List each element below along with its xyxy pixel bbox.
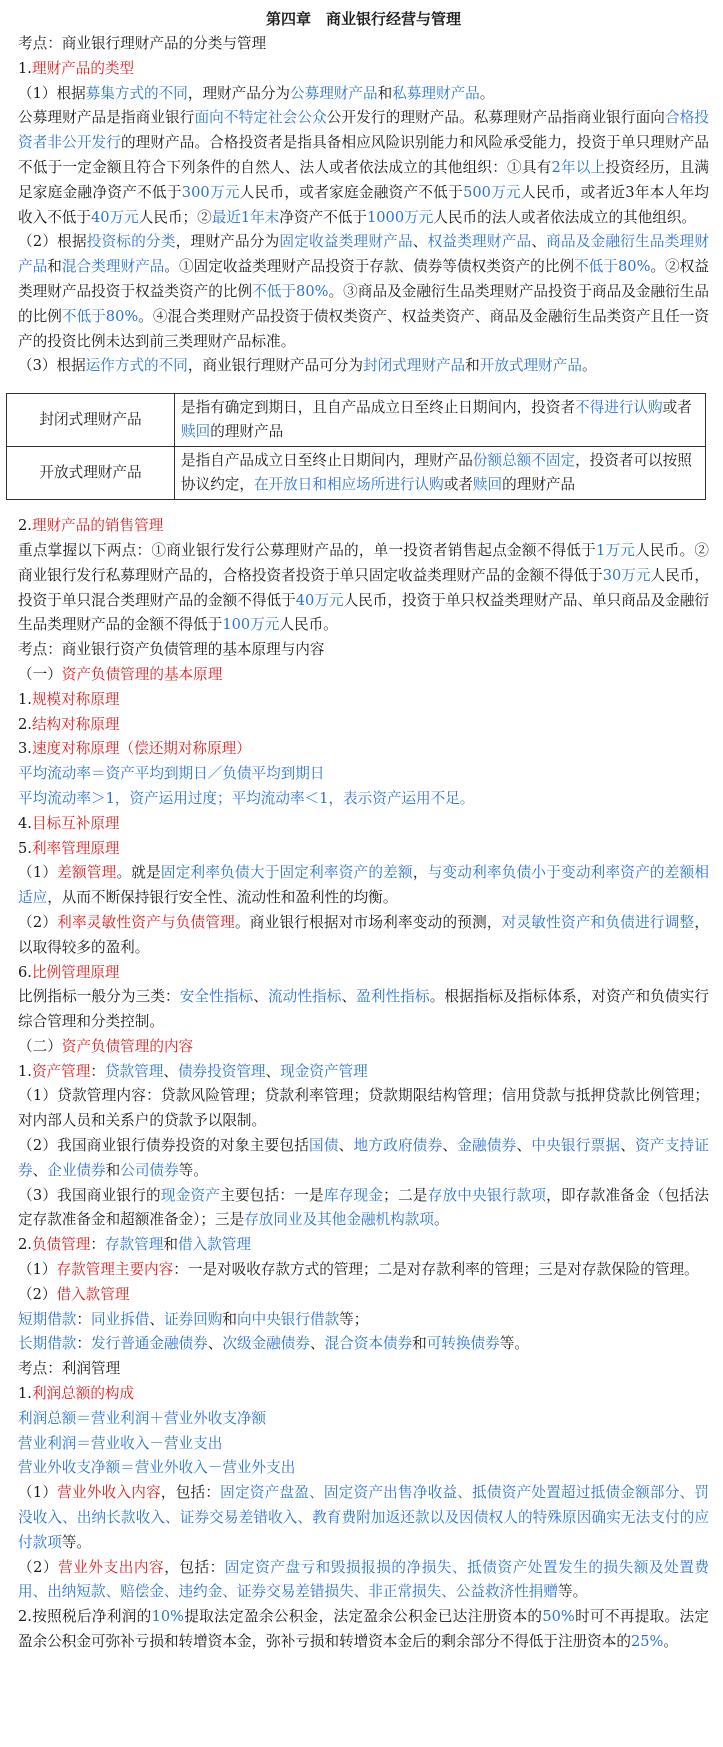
highlighted-text: 在开放日和相应场所进行认购 (253, 476, 444, 494)
highlighted-text: 混合资本债券 (324, 1335, 413, 1353)
highlighted-text: 投资标的分类 (86, 233, 176, 251)
body-text: 等； (339, 1310, 369, 1328)
body-text: 、 (531, 233, 547, 251)
body-text: 人民币的法人或者依法成立的其他组织。 (433, 208, 697, 226)
body-text: 人民币；② (138, 208, 212, 226)
highlighted-text: 商品及金融衍生品类理财产品 (18, 233, 709, 276)
section-remaining-notes (18, 514, 709, 1655)
highlighted-text: 不得进行认购 (575, 399, 663, 417)
body-text: 等。 (178, 1161, 208, 1179)
body-text: 的理财产品 (210, 423, 284, 441)
body-text: 5. (18, 839, 32, 857)
highlighted-text: 权益类理财产品 (427, 233, 532, 251)
body-text: （2）我国商业银行债券投资的对象主要包括 (18, 1137, 310, 1155)
red-heading-text: 差额管理 (57, 864, 117, 882)
body-text: 6. (18, 963, 32, 981)
red-heading-text: 规模对称原理 (31, 690, 120, 708)
paragraph (18, 514, 709, 539)
paragraph (18, 1481, 709, 1555)
body-text: ，以取得较多的盈利。 (18, 913, 709, 956)
paragraph (18, 539, 709, 638)
highlighted-text: 100万元 (222, 616, 280, 634)
body-text: （1） (18, 864, 58, 882)
body-text: 、 (338, 1137, 354, 1155)
highlighted-text: 营业外收支净额＝营业外收入－营业外支出 (18, 1459, 296, 1477)
body-text: （2） (18, 1558, 59, 1576)
highlighted-text: 证券回购 (164, 1310, 223, 1328)
product-description-cell (175, 447, 706, 500)
body-text: （1）贷款管理内容：贷款风险管理；贷款利率管理；贷款期限结构管理；信用贷款与抵押贷款比例管理；对内部人员和关系户的贷款予以限制。 (18, 1087, 709, 1130)
paragraph (18, 1035, 709, 1060)
body-text: 。商业银行根据对市场利率变动的预测， (234, 913, 502, 931)
paragraph (18, 1233, 709, 1258)
highlighted-text: 开放式理财产品 (479, 357, 582, 375)
paragraph (18, 32, 709, 57)
paragraph (18, 1134, 709, 1184)
body-text: 主要包括：一是 (220, 1186, 324, 1204)
highlighted-text: 份额总额不固定 (472, 452, 576, 470)
highlighted-text: 债券投资管理 (177, 1062, 266, 1080)
highlighted-text: 不低于80% (61, 307, 139, 325)
body-text: 。③商品及金融衍生品类理财产品投资于商品及金融衍生品的比例 (18, 282, 709, 325)
body-text: 、 (412, 233, 428, 251)
body-text: 重点掌握以下两点：①商业银行发行公募理财产品的，单一投资者销售起点金额不得低于 (18, 541, 596, 559)
body-text: 、 (620, 1137, 636, 1155)
body-text: 公开发行的理财产品。私募理财产品指商业银行面向 (326, 109, 665, 127)
body-text: 。②权益类理财产品投资于权益类资产的比例 (18, 258, 709, 300)
body-text: ， (412, 864, 428, 882)
body-text: ，商业银行理财产品可分为 (187, 357, 363, 375)
body-text: 、 (341, 988, 357, 1006)
body-text: 和 (105, 1161, 121, 1179)
paragraph (18, 861, 709, 911)
highlighted-text: 存放同业及其他金融机构款项 (244, 1211, 434, 1229)
red-heading-text: 结构对称原理 (31, 715, 120, 733)
body-text: 、 (516, 1137, 532, 1155)
body-text: ： (76, 1310, 91, 1328)
body-text: 。 (479, 84, 495, 102)
red-heading-text: 比例管理原理 (31, 963, 120, 981)
body-text: 2. (18, 517, 32, 535)
body-text: 。就是 (116, 864, 161, 882)
body-text: （2） (18, 913, 58, 931)
body-text: 和 (412, 1335, 427, 1353)
highlighted-text: 次级金融债券 (222, 1335, 310, 1353)
body-text: 4. (18, 814, 32, 832)
highlighted-text: 40万元 (295, 591, 344, 609)
body-text: ，理财产品分为 (175, 233, 280, 251)
highlighted-text: 固定资产盘盈、固定资产出售净收益、抵债资产处置超过抵债金额部分、罚没收入、出纳长款收入、证券交易差错收入、教育费附加返还款以及因债权人的特殊原因确实无法支付的应付款项 (18, 1484, 709, 1551)
paragraph (18, 985, 709, 1035)
body-text: 1. (18, 59, 32, 77)
paragraph (18, 106, 709, 230)
paragraph (18, 82, 709, 107)
paragraph (18, 1084, 709, 1134)
highlighted-text: 可转换债券 (426, 1335, 500, 1353)
paragraph (18, 911, 709, 961)
body-text: （1） (18, 1261, 57, 1279)
highlighted-text: 地方政府债券 (353, 1137, 443, 1155)
body-text: 和 (163, 1236, 178, 1254)
body-text: （2）根据 (18, 233, 87, 251)
body-text: 、 (265, 1062, 281, 1080)
body-text: 。 (433, 1211, 449, 1229)
highlighted-text: 40万元 (90, 208, 139, 226)
product-name-cell: 封闭式理财产品 (7, 394, 175, 447)
body-text: 。①固定收益类理财产品投资于存款、债券等债权类资产的比例 (164, 258, 575, 276)
body-text: （2） (18, 1285, 57, 1303)
highlighted-text: 1000万元 (366, 208, 434, 226)
paragraph (18, 1283, 709, 1308)
body-text: 1. (18, 1385, 32, 1403)
highlighted-text: 中央银行票据 (531, 1137, 621, 1155)
body-text: 和 (47, 258, 62, 276)
body-text: 、 (32, 1161, 48, 1179)
highlighted-text: 300万元 (181, 183, 240, 201)
paragraph (18, 1605, 709, 1655)
highlighted-text: 与变动利率负债小于变动利率资产的差额相适应 (18, 864, 709, 907)
highlighted-text: 现金资产 (160, 1186, 221, 1204)
highlighted-text: 对灵敏性资产和负债进行调整 (501, 913, 695, 931)
body-text: 、 (253, 988, 268, 1006)
paragraph (18, 57, 709, 82)
highlighted-text: 盈利性指标 (356, 988, 430, 1006)
body-text: ： (90, 1236, 105, 1254)
table-row (7, 394, 706, 447)
red-heading-text: 理财产品的类型 (31, 59, 135, 77)
paragraph (18, 762, 709, 787)
highlighted-text: 30万元 (602, 566, 651, 584)
paragraph (18, 1308, 709, 1333)
body-text: 投资经历，且满足家庭金融净资产不低于 (18, 158, 709, 201)
paragraph (18, 1332, 709, 1357)
body-text: 净资产不低于 (279, 208, 367, 226)
highlighted-text: 面向不特定社会公众 (194, 109, 327, 127)
paragraph (18, 713, 709, 738)
body-text: 、 (163, 1062, 178, 1080)
highlighted-text: 最近1年末 (211, 208, 280, 226)
highlighted-text: 安全性指标 (179, 988, 254, 1006)
highlighted-text: 2年以上 (551, 158, 606, 176)
highlighted-text: 金融债券 (457, 1137, 517, 1155)
body-text: 和 (222, 1310, 237, 1328)
body-text: 等。 (557, 1583, 588, 1601)
body-text: （1）根据 (18, 84, 86, 102)
highlighted-text: 赎回 (472, 476, 503, 494)
paragraph (18, 737, 709, 762)
body-text: 的理财产品 (502, 476, 576, 494)
highlighted-text: 国债 (309, 1137, 339, 1155)
body-text: 、 (149, 1310, 164, 1328)
highlighted-text: 固定收益类理财产品 (279, 233, 413, 251)
highlighted-text: 募集方式的不同 (85, 84, 188, 102)
red-heading-text: 利率灵敏性资产与负债管理 (57, 913, 235, 931)
paragraph (18, 1407, 709, 1432)
body-text: 等。 (61, 1533, 91, 1551)
body-text: ： (76, 1335, 91, 1353)
body-text: 2. (18, 1236, 32, 1254)
highlighted-text: 贷款管理 (104, 1062, 164, 1080)
body-text: ：一是对吸收存款方式的管理；二是对存款利率的管理；三是对存款保险的管理。 (173, 1261, 699, 1279)
red-heading-text: 负债管理 (31, 1236, 91, 1254)
body-text: 3. (18, 740, 32, 758)
red-heading-text: 利率管理原理 (31, 839, 120, 857)
body-text: 2.按照税后净利润的 (18, 1608, 152, 1626)
paragraph (18, 812, 709, 837)
paragraph (18, 1432, 709, 1457)
body-text: 是指自产品成立日至终止日期间内，理财产品 (181, 452, 473, 470)
paragraph (18, 663, 709, 688)
body-text: 人民币，投资于单只混合类理财产品的金额不得低于 (18, 566, 709, 609)
highlighted-text: 1万元 (595, 541, 636, 559)
highlighted-text: 固定资产盘亏和毁损报损的净损失、抵债资产处置发生的损失额及处置费用、出纳短款、赔偿金、违约金、证券交易差错损失、非正常损失、公益救济性捐赠 (18, 1558, 709, 1601)
highlighted-text: 营业利润＝营业收入－营业支出 (18, 1434, 223, 1452)
highlighted-text: 公司债券 (120, 1161, 179, 1179)
body-text: 的理财产品。合格投资者是指具备相应风险识别能力和风险承受能力，投资于单只理财产品不低于一定金额且符合下列条件的自然人、法人或者依法成立的其他组织：①具有 (18, 134, 709, 176)
red-heading-text: 营业外收入内容 (57, 1484, 161, 1502)
highlighted-text: 合格投资者非公开发行 (18, 109, 709, 152)
body-text: 考点：商业银行理财产品的分类与管理 (18, 35, 267, 52)
body-text: 或者 (662, 399, 692, 417)
highlighted-text: 借入款管理 (177, 1236, 251, 1254)
paragraph (18, 961, 709, 986)
highlighted-text: 固定利率负债大于固定利率资产的差额 (160, 864, 413, 882)
body-text: 人民币，投资于单只权益类理财产品、单只商品及金融衍生品类理财产品的金额不得低于 (18, 591, 709, 634)
red-heading-text: 存款管理主要内容 (56, 1261, 174, 1279)
body-text: 2. (18, 715, 32, 733)
highlighted-text: 发行普通金融债券 (91, 1335, 208, 1353)
body-text: 考点：商业银行资产负债管理的基本原理与内容 (18, 641, 325, 659)
highlighted-text: 同业拆借 (91, 1310, 150, 1328)
body-text: 、 (442, 1137, 458, 1155)
body-text: 时可不再提取。法定盈余公积金可弥补亏损和转增资本金，弥补亏损和转增资本金后的剩余部分不得低于注册资本的 (18, 1608, 709, 1651)
body-text: ，从而不断保持银行安全性、流动性和盈利性的均衡。 (47, 889, 398, 907)
highlighted-text: 存放中央银行款项 (427, 1186, 547, 1204)
body-text: 。 (581, 357, 597, 375)
body-text: 人民币，或者家庭金融资产不低于 (239, 183, 464, 201)
product-comparison-table (6, 393, 706, 500)
body-text: 1. (18, 690, 32, 708)
red-heading-text: 资产负债管理的内容 (61, 1037, 194, 1055)
paragraph (18, 1258, 709, 1283)
highlighted-text: 向中央银行借款 (237, 1310, 340, 1328)
body-text: ，即存款准备金（包括法定存款准备金和超额准备金）；三是 (18, 1186, 709, 1229)
highlighted-text: 平均流动率＝资产平均到期日／负债平均到期日 (18, 765, 325, 783)
paragraph (18, 354, 709, 379)
highlighted-text: 50% (542, 1608, 575, 1626)
highlighted-text: 流动性指标 (267, 988, 342, 1006)
body-text: 人民币。 (279, 616, 338, 634)
highlighted-text: 赎回 (181, 423, 211, 441)
red-heading-text: 营业外支出内容 (58, 1558, 165, 1576)
red-heading-text: 目标互补原理 (31, 814, 120, 832)
red-heading-text: 资产负债管理的基本原理 (61, 665, 223, 683)
paragraph (18, 688, 709, 713)
highlighted-text: 短期借款 (18, 1310, 77, 1328)
body-text: 、 (207, 1335, 223, 1353)
body-text: 、 (309, 1335, 325, 1353)
body-text: 。④混合类理财产品投资于债权类资产、权益类资产、商品及金融衍生品类资产且任一资产的投资比例未达到前三类理财产品标准。 (18, 307, 709, 350)
body-text: 和 (377, 84, 393, 102)
paragraph (18, 1382, 709, 1407)
highlighted-text: 平均流动率＞1，资产运用过度；平均流动率＜1，表示资产运用不足。 (18, 789, 475, 807)
highlighted-text: 企业债券 (47, 1161, 106, 1179)
paragraph (18, 787, 709, 812)
highlighted-text: 不低于80% (574, 258, 651, 276)
body-text: 比例指标一般分为三类： (18, 988, 180, 1006)
highlighted-text: 公募理财产品 (290, 84, 378, 102)
body-text: 1. (18, 1062, 32, 1080)
highlighted-text: 25% (630, 1633, 664, 1651)
body-text: ；二是 (383, 1186, 428, 1204)
highlighted-text: 封闭式理财产品 (362, 357, 466, 375)
highlighted-text: 存款管理 (104, 1236, 164, 1254)
paragraph (18, 638, 709, 663)
body-text: 提取法定盈余公积金，法定盈余公积金已达注册资本的 (184, 1608, 543, 1626)
red-heading-text: 利润总额的构成 (31, 1385, 135, 1403)
red-heading-text: 速度对称原理（偿还期对称原理） (31, 740, 251, 758)
body-text: 等。 (499, 1335, 529, 1353)
highlighted-text: 运作方式的不同 (85, 357, 188, 375)
paragraph (18, 837, 709, 862)
body-text: ，包括： (160, 1484, 221, 1502)
product-name-cell: 开放式理财产品 (7, 447, 175, 500)
body-text: ，理财产品分为 (187, 84, 291, 102)
highlighted-text: 现金资产管理 (280, 1062, 368, 1080)
body-text: 考点：利润管理 (18, 1360, 121, 1378)
highlighted-text: 库存现金 (323, 1186, 384, 1204)
body-text: 。根据指标及指标体系，对资产和负债实行综合管理和分类控制。 (18, 988, 709, 1031)
paragraph (18, 1184, 709, 1234)
body-text: （1） (18, 1484, 58, 1502)
body-text: （3）根据 (18, 357, 86, 375)
body-text: 人民币。②商业银行发行私募理财产品的，合格投资者投资于单只固定收益类理财产品的金额不得低于 (18, 541, 709, 584)
paragraph (18, 1357, 709, 1382)
body-text: 。 (663, 1633, 678, 1651)
highlighted-text: 混合类理财产品 (61, 258, 165, 276)
body-text: ： (90, 1062, 105, 1080)
table-row (7, 447, 706, 500)
body-text: ，投资者可以按照协议约定， (181, 452, 692, 494)
body-text: （3）我国商业银行的 (18, 1186, 161, 1204)
highlighted-text: 私募理财产品 (392, 84, 480, 102)
body-text: 公募理财产品是指商业银行 (18, 109, 195, 127)
chapter-title: 第四章 商业银行经营与管理 (265, 10, 461, 28)
paragraph (18, 1556, 709, 1606)
paragraph (18, 230, 709, 354)
red-heading-text: 资产管理 (31, 1062, 91, 1080)
red-heading-text: 理财产品的销售管理 (31, 517, 164, 535)
body-text: （一） (18, 665, 62, 683)
product-description-cell (175, 394, 706, 447)
body-text: 人民币，或者近3年本人年均收入不低于 (18, 183, 709, 226)
highlighted-text: 不低于80% (252, 282, 329, 300)
highlighted-text: 长期借款 (18, 1335, 77, 1353)
body-text: 是指有确定到期日，且自产品成立日至终止日期间内，投资者 (181, 399, 576, 417)
body-text: ，包括： (164, 1558, 225, 1576)
highlighted-text: 10% (151, 1608, 185, 1626)
body-text: 和 (465, 357, 480, 375)
highlighted-text: 资产支持证券 (18, 1137, 709, 1179)
highlighted-text: 利润总额＝营业利润＋营业外收支净额 (18, 1409, 267, 1427)
body-text: （二） (18, 1037, 62, 1055)
body-text: 或者 (443, 476, 473, 494)
section-product-types (18, 32, 709, 379)
highlighted-text: 500万元 (463, 183, 522, 201)
paragraph (18, 1456, 709, 1481)
red-heading-text: 借入款管理 (56, 1285, 130, 1303)
paragraph (18, 1060, 709, 1085)
